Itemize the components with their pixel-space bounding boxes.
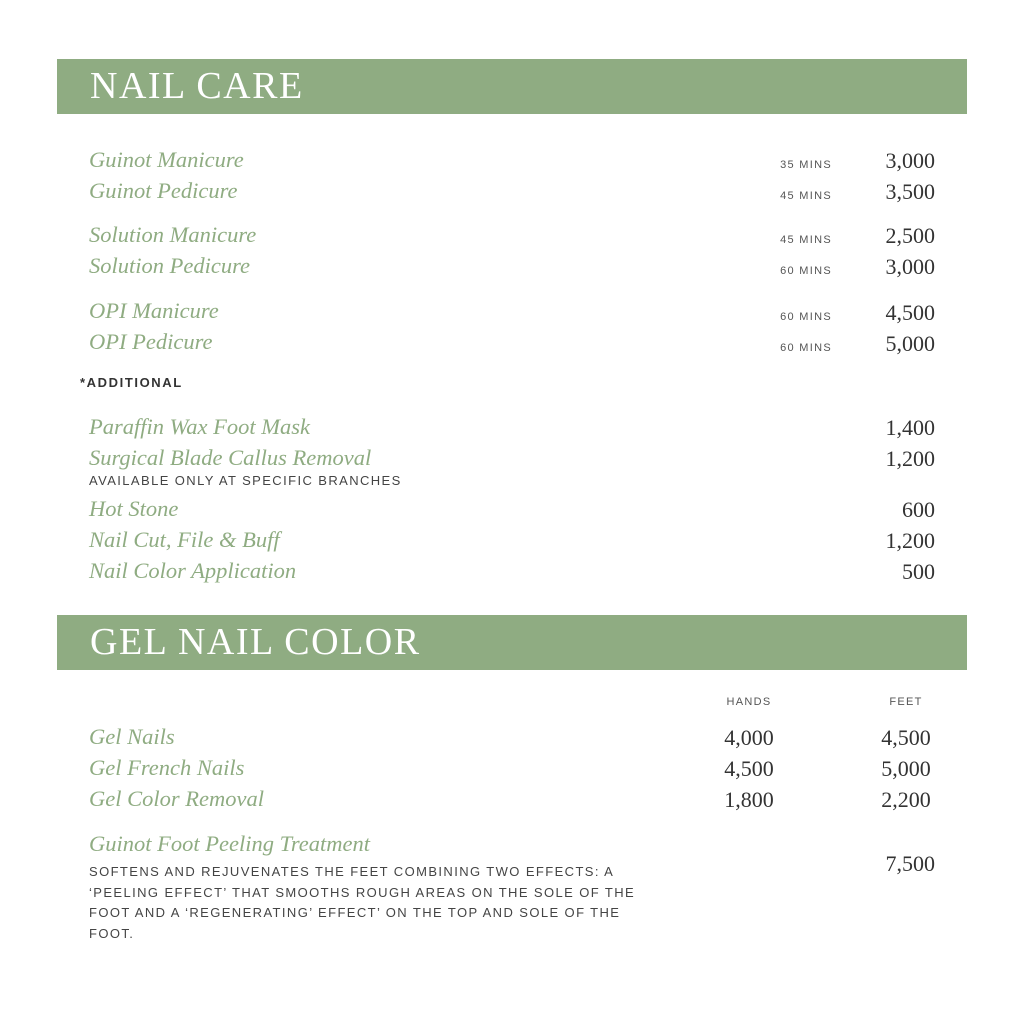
- service-price: 3,000: [885, 148, 935, 173]
- gel-nail-color-header: [57, 615, 967, 670]
- service-price: 500: [902, 559, 935, 584]
- service-name: Solution Pedicure: [89, 253, 251, 278]
- service-name: Solution Manicure: [89, 222, 257, 247]
- service-name: Gel Color Removal: [89, 786, 264, 811]
- feet-price: 4,500: [881, 725, 931, 750]
- treatment-description: SOFTENS AND REJUVENATES THE FEET COMBINING TWO EFFECTS: A ‘PEELING EFFECT’ THAT SMOOTHS ROUGH AREAS ON THE SOLE OF THE FOOT AND A ‘REGENERATING’ EFFECT’ ON THE TOP AND SOLE OF THE FOOT.: [89, 864, 636, 941]
- hands-price: 4,500: [724, 756, 774, 781]
- service-name: Guinot Manicure: [89, 147, 244, 172]
- service-name: OPI Pedicure: [89, 329, 213, 354]
- service-name: Gel Nails: [89, 724, 175, 749]
- column-header-hands: HANDS: [726, 696, 772, 708]
- feet-price: 2,200: [881, 787, 931, 812]
- treatment-price: 7,500: [885, 851, 935, 876]
- service-name: Surgical Blade Callus Removal: [89, 445, 372, 470]
- service-duration: 60 MINS: [780, 265, 832, 277]
- service-price: 1,400: [885, 415, 935, 440]
- service-name: Nail Color Application: [89, 558, 297, 583]
- column-header-feet: FEET: [889, 696, 923, 708]
- section-title: NAIL CARE: [90, 65, 304, 107]
- service-price: 600: [902, 497, 935, 522]
- additional-label: *ADDITIONAL: [80, 375, 183, 390]
- service-price: 5,000: [885, 331, 935, 356]
- service-name: Paraffin Wax Foot Mask: [89, 414, 311, 439]
- treatment-name: Guinot Foot Peeling Treatment: [89, 831, 371, 856]
- service-name: Guinot Pedicure: [89, 178, 238, 203]
- service-price: 1,200: [885, 528, 935, 553]
- service-duration: 45 MINS: [780, 234, 832, 246]
- service-price: 4,500: [885, 300, 935, 325]
- service-duration: 35 MINS: [780, 159, 832, 171]
- service-name: Hot Stone: [89, 496, 179, 521]
- service-price: 1,200: [885, 446, 935, 471]
- nail-care-header: [57, 59, 967, 114]
- service-duration: 60 MINS: [780, 342, 832, 354]
- service-price: 2,500: [885, 223, 935, 248]
- section-title: GEL NAIL COLOR: [90, 621, 421, 663]
- service-name: Nail Cut, File & Buff: [89, 527, 280, 552]
- hands-price: 4,000: [724, 725, 774, 750]
- hands-price: 1,800: [724, 787, 774, 812]
- service-price: 3,000: [885, 254, 935, 279]
- service-note: AVAILABLE ONLY AT SPECIFIC BRANCHES: [89, 473, 402, 488]
- service-name: Gel French Nails: [89, 755, 245, 780]
- service-duration: 60 MINS: [780, 311, 832, 323]
- service-price: 3,500: [885, 179, 935, 204]
- feet-price: 5,000: [881, 756, 931, 781]
- service-name: OPI Manicure: [89, 298, 219, 323]
- service-duration: 45 MINS: [780, 190, 832, 202]
